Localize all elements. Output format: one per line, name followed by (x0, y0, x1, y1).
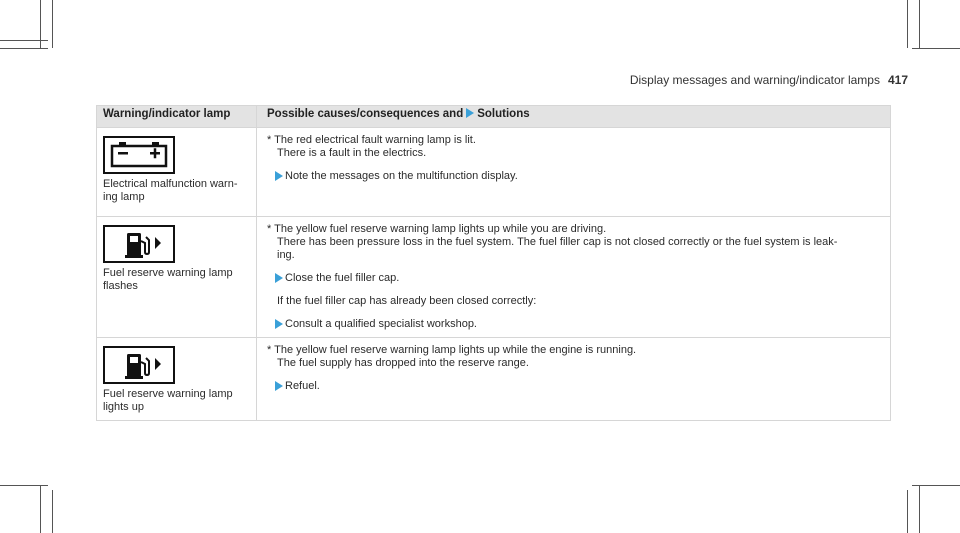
lamp-description-line: Fuel reserve warning lamp (103, 267, 233, 279)
lamp-description-line: ing lamp (103, 191, 145, 203)
crop-mark (40, 485, 41, 533)
lamp-description-line: Electrical malfunction warn- (103, 178, 238, 190)
cause-text: * The yellow fuel reserve warning lamp lights up while the engine is running. (267, 344, 637, 356)
crop-mark (912, 48, 960, 49)
cause-text: There is a fault in the electrics. (277, 147, 427, 159)
crop-mark (919, 0, 920, 48)
running-header (630, 73, 908, 87)
column-header-causes-text: Possible causes/consequences and (267, 108, 464, 120)
column-header-solutions-text: Solutions (477, 108, 530, 120)
cause-text: There has been pressure loss in the fuel system. The fuel filler cap is not closed correctly or the fuel system is leak- (277, 236, 838, 248)
solution-step (267, 170, 882, 183)
arrow-right-icon (275, 381, 283, 391)
lamp-description (103, 388, 250, 414)
page-number: 417 (887, 73, 908, 87)
lamp-cell (97, 128, 257, 217)
crop-mark (52, 490, 53, 533)
column-header-lamp: Warning/indicator lamp (97, 106, 257, 128)
crop-mark (907, 490, 908, 533)
cause-text: * The yellow fuel reserve warning lamp lights up while you are driving. (267, 223, 607, 235)
cause-text: ing. (277, 249, 295, 261)
warning-lamp-table (96, 105, 891, 421)
lamp-description-line: lights up (103, 401, 144, 413)
solution-text: Refuel. (285, 380, 320, 392)
table-row (97, 338, 891, 421)
table-row (97, 128, 891, 217)
condition-text: If the fuel filler cap has already been closed correctly: (277, 295, 537, 307)
battery-icon (103, 136, 175, 174)
lamp-description (103, 267, 250, 293)
solution-text: Consult a qualified specialist workshop. (285, 318, 477, 330)
solution-step (267, 380, 882, 393)
crop-mark (52, 0, 53, 48)
solution-text: Close the fuel filler cap. (285, 272, 400, 284)
fuel-pump-icon (103, 346, 175, 384)
crop-mark (907, 0, 908, 48)
solution-text: Note the messages on the multifunction display. (285, 170, 518, 182)
lamp-cell (97, 217, 257, 338)
cause-text: The fuel supply has dropped into the reserve range. (277, 357, 529, 369)
arrow-right-icon (275, 171, 283, 181)
arrow-right-icon (275, 319, 283, 329)
solution-step (267, 272, 882, 285)
solution-step (267, 318, 882, 331)
lamp-description (103, 178, 250, 204)
causes-cell (257, 217, 891, 338)
table-row (97, 217, 891, 338)
fuel-pump-icon (103, 225, 175, 263)
header-title: Display messages and warning/indicator lamps (629, 73, 880, 87)
table-header-row (97, 106, 891, 128)
crop-mark (919, 485, 920, 533)
lamp-cell (97, 338, 257, 421)
cause-text: * The red electrical fault warning lamp is lit. (267, 134, 476, 146)
causes-cell (257, 338, 891, 421)
causes-cell (257, 128, 891, 217)
column-header-causes (257, 106, 891, 128)
lamp-description-line: flashes (103, 280, 138, 292)
arrow-right-icon (466, 108, 474, 118)
crop-mark (0, 48, 48, 49)
lamp-description-line: Fuel reserve warning lamp (103, 388, 233, 400)
crop-mark (0, 40, 48, 41)
arrow-right-icon (275, 273, 283, 283)
